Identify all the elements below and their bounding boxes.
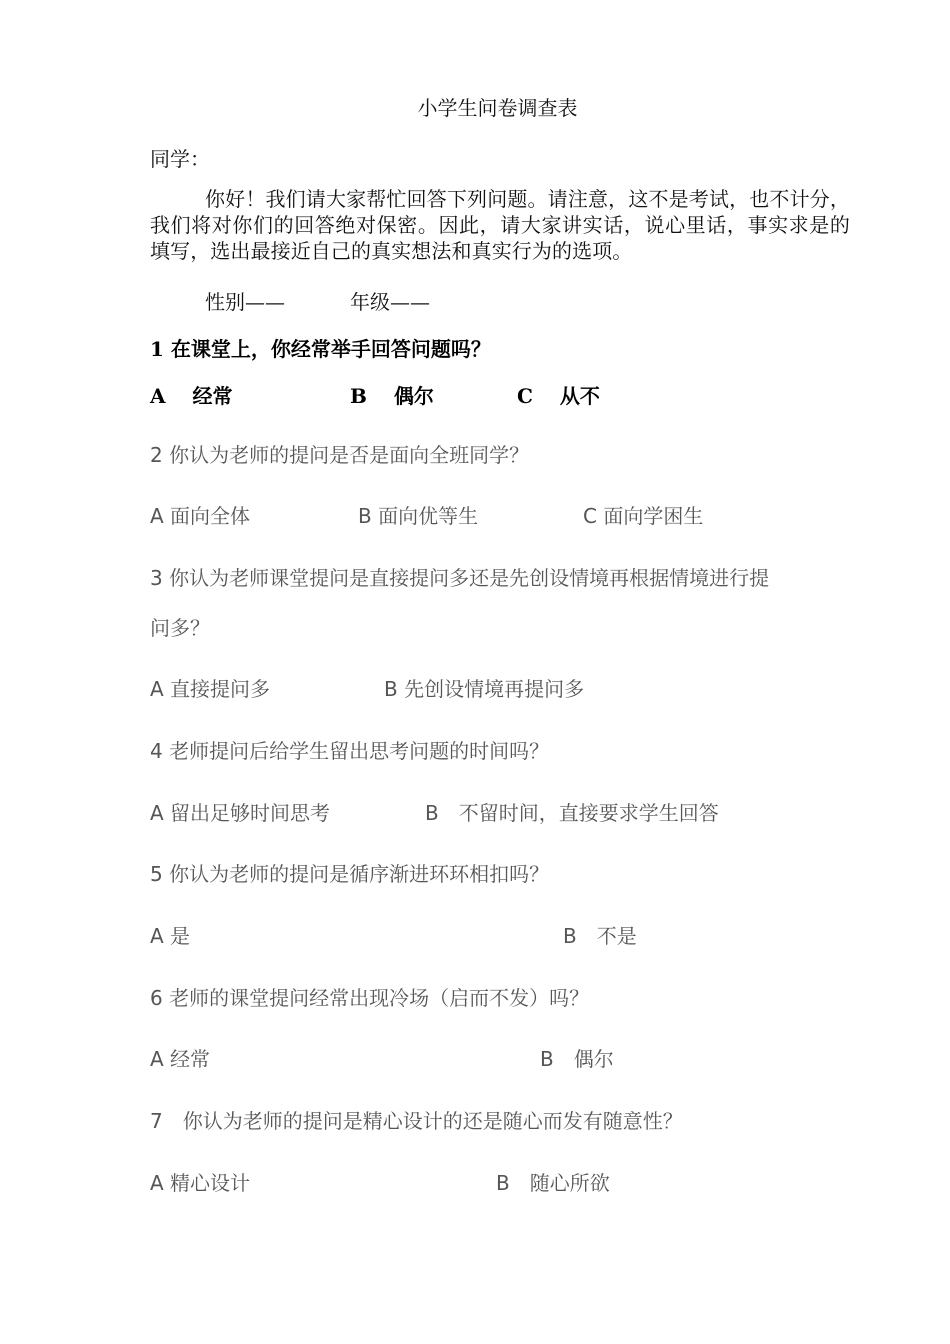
question-1-option-a: A 经常 [150, 384, 233, 408]
grade-field: 年级—— [350, 290, 430, 314]
salutation: 同学： [150, 147, 210, 171]
question-7-option-b: B 随心所欲 [496, 1171, 610, 1195]
question-3-line-1: 3 你认为老师课堂提问是直接提问多还是先创设情境再根据情境进行提 [150, 566, 770, 590]
question-4: 4 老师提问后给学生留出思考问题的时间吗？ [150, 739, 550, 763]
question-5-option-a: A 是 [150, 924, 191, 948]
question-4-option-b: B 不留时间，直接要求学生回答 [425, 801, 719, 825]
question-4-option-a: A 留出足够时间思考 [150, 801, 331, 825]
question-1-option-b: B 偶尔 [350, 384, 434, 408]
question-5: 5 你认为老师的提问是循序渐进环环相扣吗？ [150, 862, 550, 886]
question-5-option-b: B 不是 [563, 924, 637, 948]
question-2-option-c: C 面向学困生 [583, 504, 704, 528]
question-6-option-b: B 偶尔 [540, 1047, 614, 1071]
question-6-option-a: A 经常 [150, 1047, 211, 1071]
gender-field: 性别—— [205, 290, 285, 314]
page-title: 小学生问卷调查表 [417, 96, 578, 120]
question-2-option-b: B 面向优等生 [358, 504, 479, 528]
question-7-option-a: A 精心设计 [150, 1171, 251, 1195]
question-3-option-a: A 直接提问多 [150, 677, 271, 701]
question-1-option-c: C 从不 [517, 384, 600, 408]
intro-paragraph: 你好！我们请大家帮忙回答下列问题。请注意，这不是考试，也不计分，我们将对你们的回答绝对保密。因此，请大家讲实话，说心里话，事实求是的填写，选出最接近自己的真实想法和真实行为的选项。 [150, 187, 850, 263]
question-2: 2 你认为老师的提问是否是面向全班同学？ [150, 443, 530, 467]
question-2-option-a: A 面向全体 [150, 504, 251, 528]
question-6: 6 老师的课堂提问经常出现冷场（启而不发）吗？ [150, 986, 590, 1010]
question-1: 1 在课堂上，你经常举手回答问题吗？ [150, 337, 491, 361]
question-7: 7 你认为老师的提问是精心设计的还是随心而发有随意性？ [150, 1109, 683, 1133]
question-3-line-2: 问多？ [150, 616, 210, 640]
question-3-option-b: B 先创设情境再提问多 [384, 677, 585, 701]
